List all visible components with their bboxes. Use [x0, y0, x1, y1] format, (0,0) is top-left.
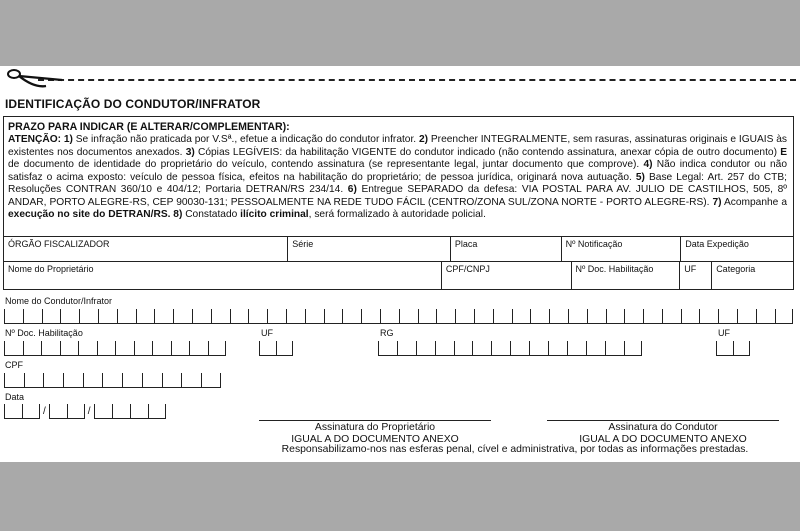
driver-signature-caption: Assinatura do Condutor IGUAL A DO DOCUMENTO ANEXO	[579, 422, 747, 445]
owner-info-row	[3, 262, 794, 290]
entry-box[interactable]	[416, 341, 435, 356]
entry-box[interactable]	[122, 373, 142, 388]
uf2-label: UF	[718, 328, 730, 338]
entry-box[interactable]	[4, 309, 23, 324]
entry-box[interactable]	[435, 341, 454, 356]
entry-box[interactable]	[230, 309, 249, 324]
entry-box[interactable]	[512, 309, 531, 324]
entry-box[interactable]	[60, 309, 79, 324]
nome-condutor-label: Nome do Condutor/Infrator	[5, 296, 113, 306]
uf1-boxes[interactable]	[259, 341, 293, 356]
entry-box[interactable]	[606, 309, 625, 324]
entry-box[interactable]	[455, 309, 474, 324]
entry-box[interactable]	[189, 341, 208, 356]
uf2-boxes[interactable]	[716, 341, 750, 356]
entry-box[interactable]	[733, 341, 750, 356]
entry-box[interactable]	[97, 341, 116, 356]
entry-box[interactable]	[567, 341, 586, 356]
data-boxes[interactable]	[4, 404, 166, 419]
notificacao-field[interactable]: Nº Notificação	[562, 237, 682, 261]
data-expedicao-field[interactable]: Data Expedição	[685, 239, 749, 249]
entry-box[interactable]	[42, 309, 61, 324]
entry-box[interactable]	[136, 309, 155, 324]
entry-box[interactable]	[79, 309, 98, 324]
entry-box[interactable]	[43, 373, 63, 388]
orgao-fiscalizador-field[interactable]: ÓRGÃO FISCALIZADOR	[4, 237, 288, 261]
uf1-label: UF	[261, 328, 273, 338]
entry-box[interactable]	[605, 341, 624, 356]
entry-box[interactable]	[162, 373, 182, 388]
entry-box[interactable]	[23, 309, 42, 324]
entry-box[interactable]	[259, 341, 276, 356]
entry-box[interactable]	[716, 341, 733, 356]
driver-signature-line[interactable]	[547, 420, 779, 421]
categoria-field[interactable]: Categoria	[716, 264, 756, 274]
entry-box[interactable]	[60, 341, 79, 356]
entry-box[interactable]	[134, 341, 153, 356]
entry-box[interactable]	[115, 341, 134, 356]
cut-line	[38, 79, 796, 81]
entry-box[interactable]	[98, 309, 117, 324]
entry-box[interactable]	[737, 309, 756, 324]
entry-box[interactable]	[624, 341, 643, 356]
entry-box[interactable]	[510, 341, 529, 356]
entry-box[interactable]	[397, 341, 416, 356]
entry-box[interactable]	[624, 309, 643, 324]
entry-box[interactable]	[472, 341, 491, 356]
entry-box[interactable]	[342, 309, 361, 324]
entry-box[interactable]	[586, 341, 605, 356]
entry-box[interactable]	[699, 309, 718, 324]
entry-box[interactable]	[211, 309, 230, 324]
entry-box[interactable]	[4, 341, 23, 356]
entry-box[interactable]	[24, 373, 44, 388]
entry-box[interactable]	[154, 309, 173, 324]
cpf-boxes[interactable]	[4, 373, 221, 388]
placa-field[interactable]: Placa	[451, 237, 562, 261]
entry-box[interactable]	[681, 309, 700, 324]
entry-box[interactable]	[718, 309, 737, 324]
entry-box[interactable]	[474, 309, 493, 324]
nome-proprietario-field[interactable]: Nome do Proprietário	[4, 262, 442, 289]
entry-box[interactable]	[587, 309, 606, 324]
responsibility-statement: Responsabilizamo-nos nas esferas penal, cível e administrativa, por todas as informações prestadas.	[281, 444, 749, 455]
instructions-box	[3, 116, 794, 237]
entry-box[interactable]	[454, 341, 473, 356]
entry-box[interactable]	[102, 373, 122, 388]
entry-box[interactable]	[399, 309, 418, 324]
entry-box[interactable]	[643, 309, 662, 324]
entry-box[interactable]	[756, 309, 775, 324]
date-separator: /	[87, 406, 91, 417]
entry-box[interactable]	[324, 309, 343, 324]
scissors-icon	[4, 66, 64, 92]
rg-boxes[interactable]	[378, 341, 642, 356]
entry-box[interactable]	[286, 309, 305, 324]
entry-box[interactable]	[117, 309, 136, 324]
form-title: IDENTIFICAÇÃO DO CONDUTOR/INFRATOR	[5, 97, 261, 111]
entry-box[interactable]	[436, 309, 455, 324]
owner-signature-line[interactable]	[259, 420, 491, 421]
entry-box[interactable]	[305, 309, 324, 324]
entry-box[interactable]	[775, 309, 794, 324]
entry-box[interactable]	[662, 309, 681, 324]
owner-signature-caption: Assinatura do Proprietário IGUAL A DO DOCUMENTO ANEXO	[291, 422, 459, 445]
data-label: Data	[5, 392, 25, 402]
entry-box[interactable]	[493, 309, 512, 324]
entry-box[interactable]	[41, 341, 60, 356]
entry-box[interactable]	[568, 309, 587, 324]
entry-box[interactable]	[83, 373, 103, 388]
entry-box[interactable]	[142, 373, 162, 388]
entry-box[interactable]	[361, 309, 380, 324]
entry-box[interactable]	[171, 341, 190, 356]
entry-box[interactable]	[201, 373, 221, 388]
doc-habilitacao-boxes[interactable]	[4, 341, 226, 356]
entry-box[interactable]	[530, 309, 549, 324]
instructions-text: ATENÇÃO: 1) Se infração não praticada por V.Sª., efetue a indicação do condutor infrator. 2) Preencher INTEGRALMENTE, sem rasuras, assinaturas originais e IGUAIS às existentes nos documentos anexados. 3) Cópias LEGÍVEIS: da habilitação VIGENTE do condutor indicado (não contendo assinatura, anexar cópia de outro documento) E de documento de identidade do proprietário do veículo, contendo assinatura (se representante legal, juntar documento que comprove). 4) Não indica condutor ou não satisfaz o acima exposto: veículo de pessoa física, efeitos na habilitação do proprietário; de pessoa jurídica, originará nova autuação. 5) Base Legal: Art. 257 do CTB; Resoluções CONTRAN 360/10 e 404/12; Portaria DETRAN/RS 234/14. 6) Entregue SEPARADO da defesa: VIA POSTAL PARA AV. JULIO DE CASTILHOS, 505, 8º ANDAR, PORTO ALEGRE-RS, CEP 90030-131; PESSOALMENTE NA REDE TUDO FÁCIL (CENTRO/ZONA SUL/ZONA NORTE - PORTO ALEGRE-RS). 7) Acompanhe a execução no site do DETRAN/RS. 8) Constatado ilícito criminal, será formalizado à autoridade policial.	[8, 134, 788, 220]
date-separator: /	[43, 406, 46, 417]
entry-box[interactable]	[529, 341, 548, 356]
entry-box[interactable]	[152, 341, 171, 356]
entry-box[interactable]	[173, 309, 192, 324]
doc-habilitacao-label: Nº Doc. Habilitação	[5, 328, 83, 338]
entry-box[interactable]	[491, 341, 510, 356]
cpf-label: CPF	[5, 360, 23, 370]
rg-label: RG	[380, 328, 394, 338]
vehicle-info-row	[3, 237, 794, 262]
form-sheet	[0, 66, 800, 462]
entry-box[interactable]	[208, 341, 227, 356]
entry-box[interactable]	[378, 341, 397, 356]
doc-habilitacao-owner-field[interactable]: Nº Doc. Habilitação	[572, 262, 681, 289]
nome-condutor-boxes[interactable]	[4, 309, 793, 324]
entry-box[interactable]	[192, 309, 211, 324]
uf-owner-field[interactable]: UF	[680, 262, 712, 289]
entry-box[interactable]	[23, 341, 42, 356]
entry-box[interactable]	[380, 309, 399, 324]
deadline-heading: PRAZO PARA INDICAR (E ALTERAR/COMPLEMENTAR):	[8, 121, 290, 133]
entry-box[interactable]	[4, 373, 24, 388]
entry-box[interactable]	[248, 309, 267, 324]
entry-box[interactable]	[63, 373, 83, 388]
entry-box[interactable]	[276, 341, 293, 356]
entry-box[interactable]	[78, 341, 97, 356]
entry-box[interactable]	[267, 309, 286, 324]
entry-box[interactable]	[549, 309, 568, 324]
cpf-cnpj-field[interactable]: CPF/CNPJ	[442, 262, 572, 289]
entry-box[interactable]	[548, 341, 567, 356]
entry-box[interactable]	[181, 373, 201, 388]
serie-field[interactable]: Série	[288, 237, 451, 261]
entry-box[interactable]	[418, 309, 437, 324]
